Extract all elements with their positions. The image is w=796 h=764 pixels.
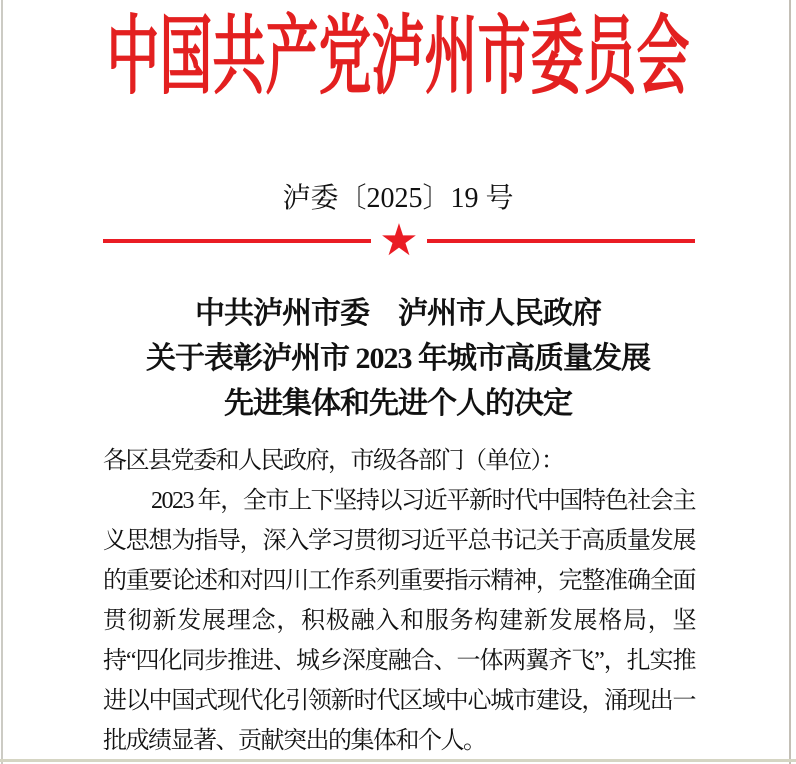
red-divider	[103, 215, 695, 266]
document-title-line-1: 中共泸州市委 泸州市人民政府	[195, 297, 601, 330]
divider-line-left	[103, 239, 371, 243]
salutation-line: 各区县党委和人民政府，市级各部门（单位）：	[103, 448, 564, 474]
document-title-line-3: 先进集体和先进个人的决定	[224, 387, 572, 420]
masthead-title: 中国共产党泸州市委员会	[106, 11, 690, 106]
document-body	[103, 441, 695, 761]
document-number: 泸委〔2025〕19 号	[282, 183, 514, 214]
body-paragraph: 2023 年，全市上下坚持以习近平新时代中国特色社会主义思想为指导，深入学习贯彻习近平总书记关于高质量发展的重要论述和对四川工作系列重要指示精神，完整准确全面贯彻新发展理念，积极融入和服务构建新发展格局，坚持“四化同步推进、城乡深度融合、一体两翼齐飞”，扎实推进以中国式现代化引领新时代区域中心城市建设，涌现出一批成绩显著、贡献突出的集体和个人。	[103, 488, 695, 754]
masthead	[0, 11, 796, 106]
document-title-line-2: 关于表彰泸州市 2023 年城市高质量发展	[146, 342, 650, 375]
document-title	[0, 291, 796, 426]
red-star-icon: ★	[379, 215, 419, 266]
divider-line-right	[427, 239, 695, 243]
